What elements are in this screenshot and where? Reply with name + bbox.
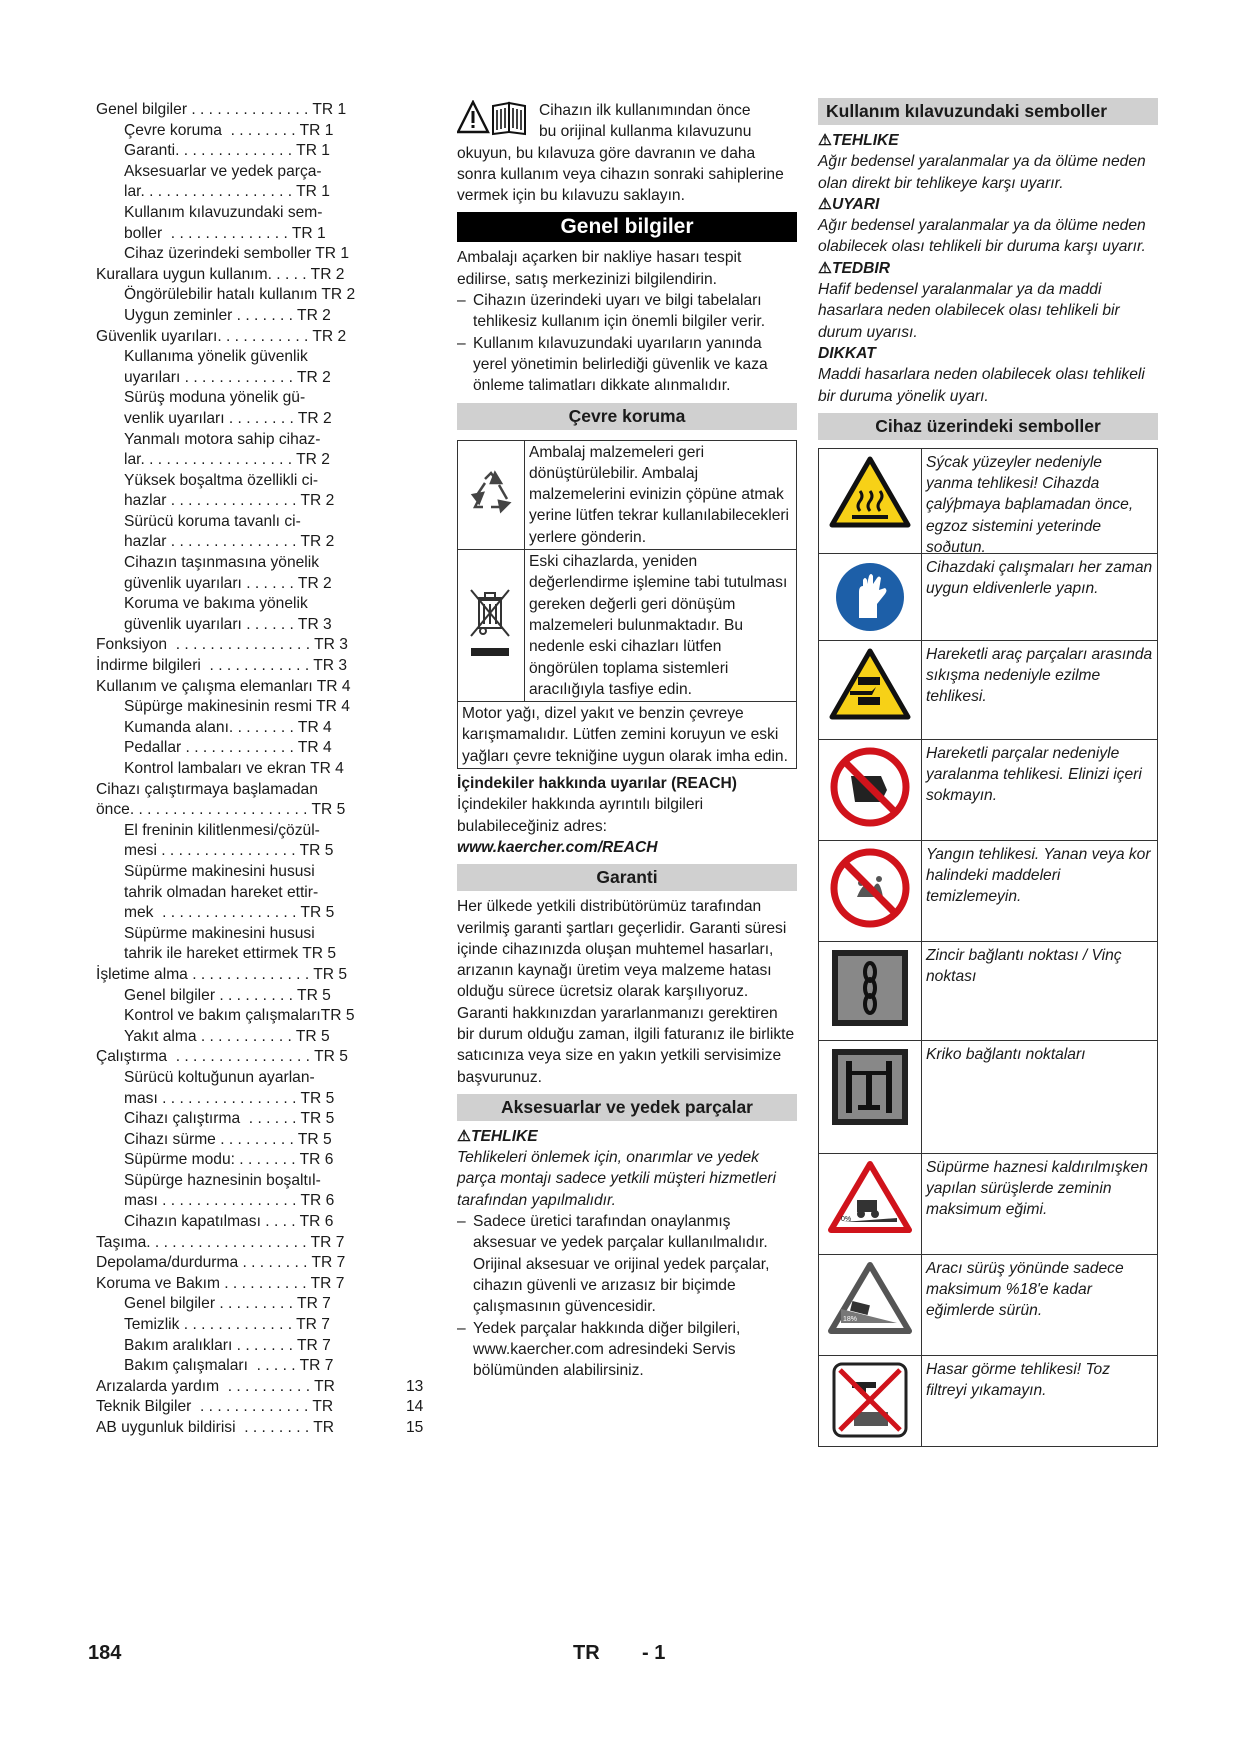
no-wash-filter-icon	[819, 1356, 922, 1446]
toc-entry[interactable]: Yakıt alma . . . . . . . . . . . TR 5	[124, 1027, 330, 1045]
column-right	[818, 96, 1158, 1447]
symbol-text: Kriko bağlantı noktaları	[926, 1045, 1086, 1063]
toc-entry[interactable]: Kullanım ve çalışma elemanları TR 4	[96, 677, 351, 695]
toc-entry[interactable]: Cihazı çalıştırmaya başlamadan	[96, 780, 318, 798]
toc-entry[interactable]: Süpürge haznesinin boşaltıl-	[124, 1171, 321, 1189]
list-item: – Kullanım kılavuzundaki uyarıların yanında yerel yönetimin belirlediği güvenlik ve kaza önleme talimatları dikkate alınmalıdır.	[457, 334, 768, 395]
toc-page-number: 13	[406, 1377, 424, 1395]
gloves-icon	[819, 554, 922, 640]
table-row	[819, 740, 1157, 841]
symbol-text: Cihazdaki çalışmaları her zaman uygun eldivenlerle yapın.	[926, 558, 1153, 598]
toc-entry[interactable]: lar. . . . . . . . . . . . . . . . . . TR 2	[124, 451, 330, 469]
column-middle	[457, 100, 797, 1381]
recycle-text: Ambalaj malzemeleri geri dönüştürülebilir. Ambalaj malzemelerini evinizin çöpüne atmak yerine lütfen tekrar kullanılabilecekleri yerlere gönderin.	[529, 443, 790, 546]
oil-text: Motor yağı, dizel yakıt ve benzin çevreye karışmamalıdır. Lütfen zemini koruyun ve eski yağları çevre tekniğine uygun olarak imha edin.	[462, 705, 788, 765]
toc-entry[interactable]: Genel bilgiler . . . . . . . . . TR 7	[124, 1295, 331, 1313]
toc-entry[interactable]: Kullanıma yönelik güvenlik	[124, 348, 308, 366]
symbol-text: Süpürme haznesi kaldırılmışken yapılan sürüşlerde zeminin maksimum eğimi.	[926, 1158, 1148, 1219]
table-row	[819, 1154, 1157, 1255]
table-row	[458, 550, 796, 702]
language-code: TR	[573, 1642, 600, 1664]
toc-entry[interactable]: Bakım çalışmaları . . . . . TR 7	[124, 1357, 334, 1375]
symbol-desc: Ağır bedensel yaralanmalar ya da ölüme neden olan direkt bir tehlikeye karşı uyarır.	[818, 153, 1146, 192]
symbol-label-tedbir: ⚠TEDBIR	[818, 259, 891, 277]
slope-hopper-icon	[819, 1154, 922, 1254]
weee-text: Eski cihazlarda, yeniden değerlendirme işlemine tabi tutulması gereken değerli geri dönüşüm malzemeleri bulunmaktadır. Bu nedenle eski cihazları lütfen öngörülen toplama sistemleri aracılığıyla tasfiye edin.	[529, 553, 788, 698]
table-row	[458, 441, 796, 550]
toc-entry[interactable]: AB uygunluk bildirisi . . . . . . . . TR 15	[96, 1418, 396, 1439]
jack-point-icon	[819, 1041, 922, 1153]
toc-entry[interactable]: Koruma ve Bakım . . . . . . . . . . TR 7	[96, 1274, 345, 1292]
toc-entry[interactable]: mek . . . . . . . . . . . . . . . . TR 5	[124, 904, 335, 922]
section-heading-aksesuar: Aksesuarlar ve yedek parçalar	[457, 1094, 797, 1121]
toc-entry[interactable]: boller . . . . . . . . . . . . . . TR 1	[124, 224, 326, 242]
toc-entry[interactable]: Süpürme makinesini hususi	[124, 862, 315, 880]
no-hands-icon	[819, 740, 922, 840]
symbol-text: Hasar görme tehlikesi! Toz filtreyi yıkamayın.	[926, 1360, 1111, 1400]
toc-entry[interactable]: Yüksek boşaltma özellikli ci-	[124, 471, 319, 489]
toc-entry[interactable]: önce. . . . . . . . . . . . . . . . . . . . . TR 5	[96, 801, 346, 819]
warning-label: ⚠TEHLIKE	[457, 1127, 538, 1145]
toc-entry[interactable]: Depolama/durdurma . . . . . . . . TR 7	[96, 1254, 346, 1272]
toc-entry[interactable]: Çalıştırma . . . . . . . . . . . . . . . . TR 5	[96, 1048, 348, 1066]
toc-entry[interactable]: Cihazı sürme . . . . . . . . . TR 5	[124, 1130, 332, 1148]
toc-entry[interactable]: ması . . . . . . . . . . . . . . . . TR 6	[124, 1192, 335, 1210]
toc-entry[interactable]: İndirme bilgileri . . . . . . . . . . . . TR 3	[96, 657, 348, 675]
symbol-text: Hareketli parçalar nedeniyle yaralanma tehlikesi. Elinizi içeri sokmayın.	[926, 744, 1142, 805]
section-heading-semboller: Kullanım kılavuzundaki semboller	[818, 98, 1158, 125]
toc-entry[interactable]: Genel bilgiler . . . . . . . . . TR 5	[124, 986, 331, 1004]
section-heading-genel: Genel bilgiler	[457, 212, 797, 242]
toc-entry[interactable]: hazlar . . . . . . . . . . . . . . . TR 2	[124, 492, 335, 510]
no-fire-icon	[819, 841, 922, 941]
toc-entry[interactable]: Sürücü koltuğunun ayarlan-	[124, 1068, 315, 1086]
toc-entry[interactable]: Cihazın taşınmasına yönelik	[124, 554, 320, 572]
hot-surface-icon	[819, 449, 922, 553]
toc-entry[interactable]: venlik uyarıları . . . . . . . . TR 2	[124, 409, 332, 427]
table-row	[819, 1041, 1157, 1154]
toc-entry[interactable]: lar. . . . . . . . . . . . . . . . . . TR 1	[124, 183, 330, 201]
table-row	[819, 554, 1157, 641]
intro-text: okuyun, bu kılavuza göre davranın ve daha sonra kullanım veya cihazın sonraki sahiplerine vermek için bu kılavuzu saklayın.	[457, 144, 784, 205]
symbol-label-tehlike: ⚠TEHLIKE	[818, 132, 899, 149]
toc-entry[interactable]: Süpürme modu: . . . . . . . TR 6	[124, 1151, 334, 1169]
toc-entry[interactable]: Kurallara uygun kullanım. . . . . TR 2	[96, 265, 345, 283]
symbol-desc: Maddi hasarlara neden olabilecek olası tehlikeli bir duruma yönelik uyarı.	[818, 366, 1145, 405]
weee-bin-icon	[458, 550, 525, 701]
toc-entry[interactable]: uyarıları . . . . . . . . . . . . . TR 2	[124, 368, 331, 386]
toc-entry[interactable]: güvenlik uyarıları . . . . . . TR 2	[124, 574, 332, 592]
toc-entry[interactable]: Kullanım kılavuzundaki sem-	[124, 203, 323, 221]
reach-text: İçindekiler hakkında ayrıntılı bilgileri bulabileceğiniz adres:	[457, 796, 704, 835]
toc-entry[interactable]: Kontrol ve bakım çalışmalarıTR 5	[124, 1007, 355, 1025]
toc-entry[interactable]: Uygun zeminler . . . . . . . TR 2	[124, 306, 331, 324]
toc-entry[interactable]: Cihaz üzerindeki semboller TR 1	[124, 245, 350, 263]
max-slope-icon	[819, 1255, 922, 1355]
warning-text: Tehlikeleri önlemek için, onarımlar ve yedek parça montajı sadece yetkili müşteri hizmetleri tarafından yapılmalıdır.	[457, 1149, 776, 1209]
toc-entry[interactable]: güvenlik uyarıları . . . . . . TR 3	[124, 615, 332, 633]
intro-line-2: bu orijinal kullanma kılavuzunu	[539, 123, 752, 141]
symbol-text: Aracı sürüş yönünde sadece maksimum %18'e kadar eğimlerde sürün.	[926, 1259, 1124, 1320]
toc-page-number: 14	[406, 1398, 424, 1416]
table-row	[819, 1356, 1157, 1446]
table-row	[819, 449, 1157, 557]
warning-triangle-icon: ⚠	[818, 259, 832, 277]
toc-entry[interactable]: Garanti. . . . . . . . . . . . . . TR 1	[124, 142, 330, 160]
list-item: – Cihazın üzerindeki uyarı ve bilgi tabelaları tehlikesiz kullanım için önemli bilgiler verir.	[457, 292, 766, 331]
toc-entry[interactable]: Aksesuarlar ve yedek parça-	[124, 162, 322, 180]
toc-entry[interactable]: mesi . . . . . . . . . . . . . . . . TR 5	[124, 842, 334, 860]
toc-entry[interactable]: Bakım aralıkları . . . . . . . TR 7	[124, 1336, 331, 1354]
reach-heading: İçindekiler hakkında uyarılar (REACH)	[457, 775, 737, 793]
toc-entry[interactable]: Süpürge makinesinin resmi TR 4	[124, 698, 350, 716]
toc-entry[interactable]: Taşıma. . . . . . . . . . . . . . . . . . . TR 7	[96, 1233, 345, 1251]
toc-entry[interactable]: Cihazın kapatılması . . . . TR 6	[124, 1213, 334, 1231]
section-heading-cihaz: Cihaz üzerindeki semboller	[818, 413, 1158, 440]
toc-entry[interactable]: tahrik olmadan hareket ettir-	[124, 883, 319, 901]
table-row	[819, 641, 1157, 740]
toc-entry[interactable]: El freninin kilitlenmesi/çözül-	[124, 821, 320, 839]
recycle-icon	[458, 441, 525, 549]
symbol-label-uyari: ⚠UYARI	[818, 195, 880, 213]
toc-entry[interactable]: Kumanda alanı. . . . . . . . TR 4	[124, 718, 332, 736]
symbol-desc: Ağır bedensel yaralanmalar ya da ölüme neden olabilecek olası tehlikeli bir duruma karşı uyarır.	[818, 217, 1146, 256]
warning-triangle-icon: ⚠	[818, 195, 832, 213]
symbol-text: Hareketli araç parçaları arasında sıkışma nedeniyle ezilme tehlikesi.	[926, 645, 1153, 706]
table-of-contents	[96, 100, 424, 1439]
symbol-text: Yangın tehlikesi. Yanan veya kor halindeki maddeleri temizlemeyin.	[926, 845, 1151, 906]
toc-entry[interactable]: Teknik Bilgiler . . . . . . . . . . . . . TR 14	[96, 1397, 396, 1418]
garanti-text: Her ülkede yetkili distribütörümüz tarafından verilmiş garanti şartları geçerlidir. Garanti süresi içinde cihazınızda oluşan muhtemel hasarları, arızanın kaynağı üretim veya malzeme hatası olduğu sürece ücretsiz olarak karşılıyoruz. Garanti hakkınızdan yararlanmanızı gerektiren bir durum olduğu zaman, ilgili faturanız ile birlikte satıcınıza veya size en yakın yetkili servisimize başvurunuz.	[457, 898, 795, 1086]
genel-paragraph: Ambalajı açarken bir nakliye hasarı tespit edilirse, satış merkezinizi bilgilendirin.	[457, 249, 742, 288]
toc-entry[interactable]: Arızalarda yardım . . . . . . . . . . TR 13	[96, 1377, 396, 1398]
toc-entry[interactable]: hazlar . . . . . . . . . . . . . . . TR 2	[124, 533, 335, 551]
toc-entry[interactable]: Süpürme makinesini hususi	[124, 924, 315, 942]
toc-entry[interactable]: Koruma ve bakıma yönelik	[124, 595, 308, 613]
warning-triangle-icon: ⚠	[818, 132, 832, 149]
toc-page-number: 15	[406, 1419, 424, 1436]
toc-entry[interactable]: Yanmalı motora sahip cihaz-	[124, 430, 321, 448]
svg-text:0%: 0%	[841, 1215, 852, 1223]
svg-text:18%: 18%	[843, 1315, 858, 1323]
list-item: – Yedek parçalar hakkında diğer bilgileri, www.kaercher.com adresindeki Servis bölümünden alabilirsiniz.	[457, 1319, 741, 1380]
toc-entry[interactable]: Cihazı çalıştırma . . . . . . TR 5	[124, 1110, 335, 1128]
intro-block	[457, 100, 797, 206]
toc-entry[interactable]: Fonksiyon . . . . . . . . . . . . . . . . TR 3	[96, 636, 348, 654]
toc-entry[interactable]: Kontrol lambaları ve ekran TR 4	[124, 760, 344, 777]
intro-line-1: Cihazın ilk kullanımından önce	[539, 102, 751, 119]
toc-entry[interactable]: Güvenlik uyarıları. . . . . . . . . . . TR 2	[96, 327, 347, 345]
list-item: – Sadece üretici tarafından onaylanmış aksesuar ve yedek parçalar kullanılmalıdır. Orijinal aksesuar ve orijinal yedek parçalar, cihazın güvenli ve arızasız bir biçimde çalışmasının güvencesidir.	[457, 1213, 770, 1316]
toc-entry[interactable]: Öngörülebilir hatalı kullanım TR 2	[124, 286, 356, 304]
warning-triangle-icon: ⚠	[457, 1127, 471, 1145]
toc-entry[interactable]: Pedallar . . . . . . . . . . . . . TR 4	[124, 739, 332, 757]
warning-manual-icon	[457, 100, 529, 136]
table-row	[819, 841, 1157, 942]
toc-entry[interactable]: Sürüş moduna yönelik gü-	[124, 389, 306, 407]
section-heading-garanti: Garanti	[457, 864, 797, 891]
toc-entry[interactable]: tahrik ile hareket ettirmek TR 5	[124, 945, 337, 963]
symbol-desc: Hafif bedensel yaralanmalar ya da maddi hasarlara neden olabilecek olası tehlikeli bir durum uyarısı.	[818, 281, 1120, 341]
reach-link[interactable]: www.kaercher.com/REACH	[457, 838, 658, 856]
chain-point-icon	[819, 942, 922, 1040]
toc-entry[interactable]: ması . . . . . . . . . . . . . . . . TR 5	[124, 1089, 335, 1107]
section-heading-cevre: Çevre koruma	[457, 403, 797, 430]
symbol-text: Zincir bağlantı noktası / Vinç noktası	[926, 946, 1122, 986]
table-row	[819, 942, 1157, 1041]
toc-entry[interactable]: Temizlik . . . . . . . . . . . . . TR 7	[124, 1316, 330, 1334]
page-number: 184	[88, 1642, 122, 1664]
toc-entry[interactable]: İşletime alma . . . . . . . . . . . . . . TR 5	[96, 965, 348, 983]
symbol-label-dikkat: DIKKAT	[818, 344, 876, 362]
table-row	[819, 1255, 1157, 1356]
language-page: - 1	[642, 1642, 666, 1664]
toc-entry[interactable]: Sürücü koruma tavanlı ci-	[124, 512, 301, 530]
symbol-text: Sýcak yüzeyler nedeniyle yanma tehlikesi! Cihazda çalýþmaya baþlamadan önce, egzoz sistemini yeterinde soðutun.	[926, 453, 1134, 557]
device-symbols-table	[818, 448, 1158, 1447]
environment-table	[457, 440, 797, 769]
crush-hazard-icon	[819, 641, 922, 739]
toc-entry[interactable]: Çevre koruma . . . . . . . . TR 1	[124, 121, 334, 139]
toc-entry[interactable]: Genel bilgiler . . . . . . . . . . . . . . TR 1	[96, 101, 347, 118]
